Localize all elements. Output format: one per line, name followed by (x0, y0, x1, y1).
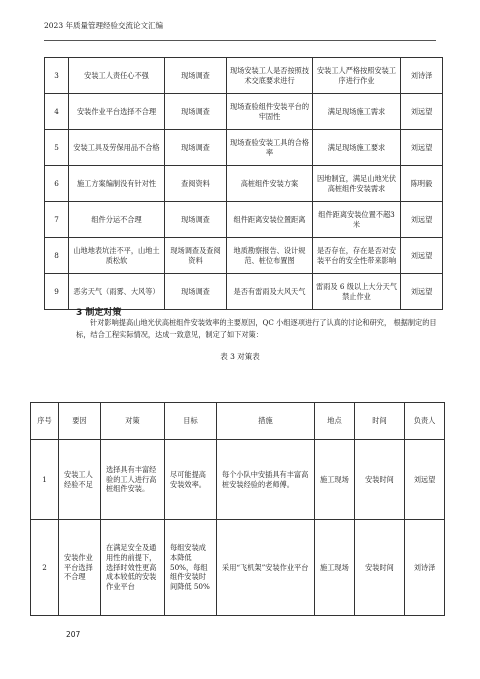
cell-owner: 刘远望 (405, 440, 445, 520)
cell-method: 现场调查 (165, 202, 227, 238)
cell-content: 组件距离安装位置距离 (227, 202, 313, 238)
cell-standard: 满足现场施工需求 (313, 94, 401, 130)
cell-measure: 每个小队中安插具有丰富高桩安装经验的老师傅。 (217, 440, 315, 520)
cause-verification-table-body (45, 58, 443, 310)
cell-location: 施工现场 (315, 440, 355, 520)
cell-standard: 雷雨及 6 级以上大分天气禁止作业 (313, 274, 401, 310)
cell-seq: 1 (31, 440, 59, 520)
table-row (45, 130, 443, 166)
cell-seq: 4 (45, 94, 69, 130)
cell-content: 高桩组件安装方案 (227, 166, 313, 202)
header-cause: 要因 (59, 403, 101, 440)
table-row (45, 94, 443, 130)
cell-owner: 刘远望 (401, 238, 443, 274)
section-paragraph: 针对影响提高山地光伏高桩组件安装效率的主要原因，QC 小组逐项进行了认真的讨论和研究， 根据制定的目标，结合工程实际情况，达成一致意见，制定了如下对策： (76, 318, 437, 339)
cell-content: 现场查验安装工具的合格率 (227, 130, 313, 166)
header-location: 地点 (315, 403, 355, 440)
table-row (45, 238, 443, 274)
cell-cause: 安装工人责任心不强 (69, 58, 165, 94)
countermeasure-table (30, 402, 445, 616)
cell-location: 施工现场 (315, 520, 355, 616)
cell-cause: 施工方案编制没有针对性 (69, 166, 165, 202)
countermeasure-header-row (31, 403, 445, 440)
cell-method: 现场调查及查阅资料 (165, 238, 227, 274)
cell-seq: 6 (45, 166, 69, 202)
header-target: 目标 (165, 403, 217, 440)
page-number: 207 (66, 630, 81, 639)
cell-content: 是否有雷雨及大风天气 (227, 274, 313, 310)
table-row (45, 202, 443, 238)
table-row (45, 166, 443, 202)
cell-countermeasure: 选择具有丰富经验的工人进行高桩组件安装。 (101, 440, 165, 520)
cell-method: 现场调查 (165, 58, 227, 94)
section-heading: 3 制定对策 (76, 308, 122, 318)
header-measure: 措施 (217, 403, 315, 440)
cell-owner: 刘远望 (401, 202, 443, 238)
cell-owner: 刘远望 (401, 130, 443, 166)
cell-cause: 安装作业平台选择不合理 (69, 94, 165, 130)
cell-seq: 3 (45, 58, 69, 94)
cell-method: 现场调查 (165, 130, 227, 166)
cell-cause: 山地地表坑洼不平，山地土质松软 (69, 238, 165, 274)
cell-owner: 陈明毅 (401, 166, 443, 202)
running-header: 2023 年质量管理经验交流论文汇编 (44, 21, 163, 30)
cell-standard: 因地制宜，满足山地光伏高桩组件安装需求 (313, 166, 401, 202)
table-row (45, 58, 443, 94)
cell-content: 地质勘察报告、设计规范、桩位布置图 (227, 238, 313, 274)
cell-seq: 9 (45, 274, 69, 310)
header-rule (44, 40, 436, 41)
cell-standard: 是否存在，存在是否对安装平台的安全性带来影响 (313, 238, 401, 274)
table-row (31, 440, 445, 520)
cell-method: 查阅资料 (165, 166, 227, 202)
cell-content: 现场查验组件安装平台的牢固性 (227, 94, 313, 130)
cell-seq: 8 (45, 238, 69, 274)
cell-seq: 5 (45, 130, 69, 166)
cause-verification-table (44, 57, 443, 310)
cell-owner: 刘诗泽 (401, 58, 443, 94)
cell-time: 安装时间 (355, 440, 405, 520)
cell-cause: 恶劣天气（雨雾、大风等） (69, 274, 165, 310)
cell-seq: 2 (31, 520, 59, 616)
cell-cause: 安装作业平台选择不合理 (59, 520, 101, 616)
table-row (31, 520, 445, 616)
cell-method: 现场调查 (165, 274, 227, 310)
cell-standard: 安装工人严格按照安装工序进行作业 (313, 58, 401, 94)
cell-owner: 刘诗泽 (405, 520, 445, 616)
cell-cause: 安装工人经验不足 (59, 440, 101, 520)
header-time: 时间 (355, 403, 405, 440)
cell-cause: 组件分运不合理 (69, 202, 165, 238)
cell-owner: 刘远望 (401, 274, 443, 310)
table-caption: 表 3 对策表 (220, 352, 260, 361)
cell-measure: 采用“飞机架”安装作业平台 (217, 520, 315, 616)
cell-owner: 刘远望 (401, 94, 443, 130)
cell-target: 尽可能提高安装效率。 (165, 440, 217, 520)
cell-standard: 满足现场施工要求 (313, 130, 401, 166)
cell-content: 现场安装工人是否按照技术交底要求进行 (227, 58, 313, 94)
cell-cause: 安装工具及劳保用品不合格 (69, 130, 165, 166)
cell-seq: 7 (45, 202, 69, 238)
cell-target: 每组安装成本降低 50%，每组组件安装时间降低 50% (165, 520, 217, 616)
header-countermeasure: 对策 (101, 403, 165, 440)
cell-standard: 组件距离安装位置不超3米 (313, 202, 401, 238)
header-seq: 序号 (31, 403, 59, 440)
countermeasure-table-body (31, 440, 445, 616)
cell-time: 安装时间 (355, 520, 405, 616)
header-owner: 负责人 (405, 403, 445, 440)
cell-method: 现场调查 (165, 94, 227, 130)
cell-countermeasure: 在满足安全及通用性的前提下，选择时效性更高成本较低的安装作业平台 (101, 520, 165, 616)
